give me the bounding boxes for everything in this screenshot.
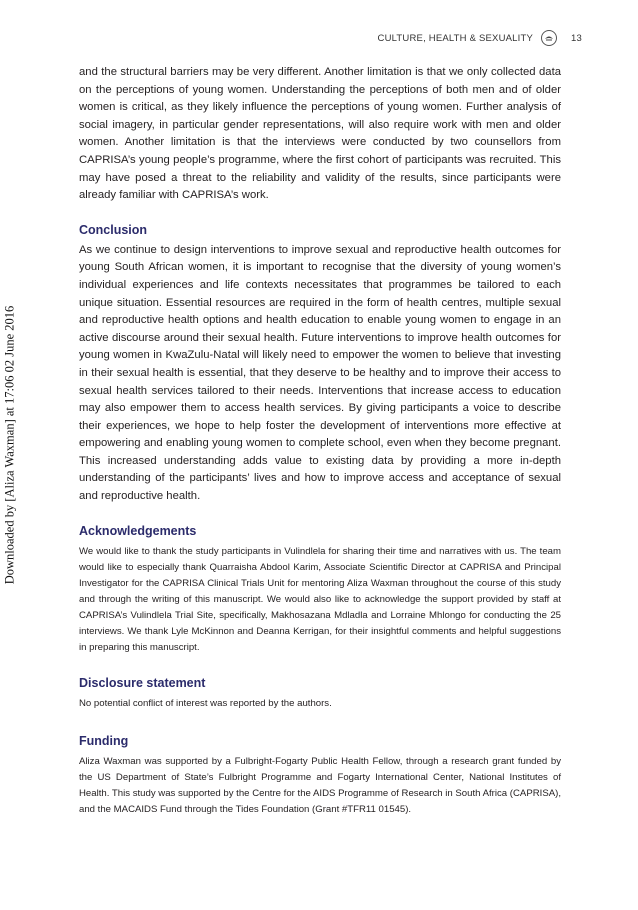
page-number: 13 bbox=[571, 32, 582, 44]
running-title: CULTURE, HEALTH & SEXUALITY bbox=[377, 32, 534, 44]
funding-paragraph: Aliza Waxman was supported by a Fulbright-Fogarty Public Health Fellow, through a research grant funded by the US Department of State’s Fulbright Programme and Fogarty International Center, National Institutes of Health. This study was supported by the Centre for the AIDS Programme of Research in South Africa (CAPRISA), and the MACAIDS Fund through the Tides Foundation (Grant #TFR11 01545). bbox=[79, 755, 561, 815]
disclosure-heading: Disclosure statement bbox=[79, 675, 206, 690]
acknowledgements-heading: Acknowledgements bbox=[79, 523, 197, 538]
acknowledgements-paragraph: We would like to thank the study participants in Vulindlela for sharing their time and narratives with us. The team would like to especially thank Quarraisha Abdool Karim, Associate Scientific Director at CAPRISA and Principal Investigator for the CAPRISA Clinical Trials Unit for mentoring Aliza Waxman throughout the course of this study and through the writing of this manuscript. We would also like to acknowledge the support provided by staff at CAPRISA’s Vulindlela Trial Site, specifically, Makhosazana Mdladla and Lorraine Mhlongo for conducting the 25 interviews. We thank Lyle McKinnon and Deanna Kerrigan, for their insightful comments and helpful suggestions in preparing this manuscript. bbox=[79, 545, 561, 653]
watermark-text: Downloaded by [Aliza Waxman] at 17:06 02 June 2016 bbox=[2, 305, 17, 585]
running-header bbox=[378, 30, 582, 46]
journal-emblem-icon bbox=[541, 30, 557, 46]
conclusion-paragraph: As we continue to design interventions to improve sexual and reproductive health outcomes for young South African women, it is important to recognise that the diversity of young women’s individual experiences and life contexts necessitates that programmes be tailored to each unique situation. Essential resources are required in the form of health centres, multiple sexual and reproductive health options and health education to enable young women to engage in an active discourse around their sexual health. Future interventions to improve health outcomes for young women in KwaZulu-Natal will likely need to empower the women to believe that investing in their sexual health is essential, that they deserve to be healthy and to improve their access to sexual health services tailored to their needs. Interventions that increase access to education may also empower them to access health services. By giving participants a voice to describe their experiences, we hope to help foster the development of interventions more effective at empowering and enabling young women to complete school, even when they become pregnant. This increased understanding adds value to existing data by providing a more in-depth understanding of the participants’ lives and how to improve access and acceptance of sexual and reproductive health. bbox=[79, 243, 561, 503]
intro-paragraph: and the structural barriers may be very different. Another limitation is that we only collected data on the perceptions of young women. Understanding the perceptions of both men and of older women is critical, as they likely influence the perceptions of young women. Further analysis of social imagery, in particular gender representations, will also require work with men and older women. Another limitation is that the interviews were conducted by two counsellors from CAPRISA’s young people’s programme, where the first cohort of participants was recruited. This may have posed a threat to the reliability and validity of the results, since participants were already familiar with CAPRISA’s work. bbox=[79, 66, 561, 202]
download-watermark bbox=[0, 305, 20, 585]
article-body bbox=[79, 64, 561, 818]
disclosure-paragraph: No potential conflict of interest was reported by the authors. bbox=[79, 697, 332, 709]
conclusion-heading: Conclusion bbox=[79, 222, 148, 237]
funding-heading: Funding bbox=[79, 733, 129, 748]
